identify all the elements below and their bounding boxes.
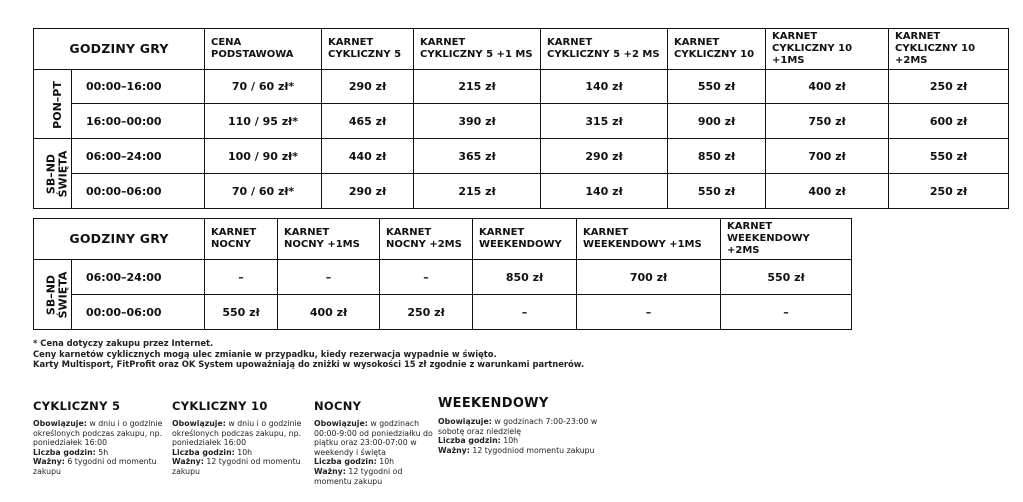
legend-cykliczny-5	[33, 399, 173, 477]
header-cykliczny-10-1ms: KARNET CYKLICZNY 10 +1MS	[766, 29, 889, 70]
group-label-pon-pt: PON–PT	[34, 70, 72, 139]
legend-text: Obowiązuje: w godzinach 00:00-9:00 od poniedziałku do piątku oraz 23:00-07:00 w weekendy i święta Liczba godzin: 10h Ważny: 12 tygodni od momentu zakupu	[314, 419, 433, 486]
price-cell: 390 zł	[414, 104, 541, 139]
header-cykliczny-5-1ms: KARNET CYKLICZNY 5 +1 MS	[414, 29, 541, 70]
header-weekendowy-1ms: KARNET WEEKENDOWY +1MS	[577, 219, 721, 260]
table-row	[34, 260, 852, 295]
price-cell: –	[205, 260, 278, 295]
legend-cykliczny-10	[172, 399, 312, 477]
price-cell: 550 zł	[668, 174, 766, 209]
legend-title: CYKLICZNY 5	[33, 399, 121, 413]
legend-weekendowy	[438, 396, 598, 455]
legend-text: Obowiązuje: w dniu i o godzinie określonych podczas zakupu, np. poniedziałek 16:00 Liczba godzin: 5h Ważny: 6 tygodni od momentu zakupu	[33, 419, 163, 476]
table-row	[34, 104, 1009, 139]
legend-title: NOCNY	[314, 399, 362, 413]
price-cell: 850 zł	[668, 139, 766, 174]
price-cell: 550 zł	[668, 70, 766, 104]
header-weekendowy-2ms: KARNET WEEKENDOWY +2MS	[721, 219, 852, 260]
time-cell: 06:00–24:00	[72, 260, 205, 295]
time-cell: 00:00–16:00	[72, 70, 205, 104]
table-row	[34, 174, 1009, 209]
header-cena-podstawowa: CENA PODSTAWOWA	[205, 29, 322, 70]
price-cell: 700 zł	[577, 260, 721, 295]
legend-nocny	[314, 399, 434, 486]
price-cell: 750 zł	[766, 104, 889, 139]
price-cell: 110 / 95 zł*	[205, 104, 322, 139]
legend-title: WEEKENDOWY	[438, 396, 549, 411]
price-cell: 465 zł	[322, 104, 414, 139]
price-cell: 70 / 60 zł*	[205, 174, 322, 209]
price-cell: 250 zł	[889, 174, 1009, 209]
price-cell: 440 zł	[322, 139, 414, 174]
time-cell: 16:00–00:00	[72, 104, 205, 139]
price-cell: 600 zł	[889, 104, 1009, 139]
price-cell: 550 zł	[205, 295, 278, 330]
price-cell: 70 / 60 zł*	[205, 70, 322, 104]
time-cell: 00:00–06:00	[72, 174, 205, 209]
price-cell: 700 zł	[766, 139, 889, 174]
footnote-cykliczne: Ceny karnetów cyklicznych mogą ulec zmianie w przypadku, kiedy rezerwacja wypadnie w święto.	[33, 348, 497, 359]
price-table-nocny-weekendowy	[33, 218, 852, 330]
price-cell: 400 zł	[278, 295, 380, 330]
legend-text: Obowiązuje: w dniu i o godzinie określonych podczas zakupu, np. poniedziałek 16:00 Liczba godzin: 10h Ważny: 12 tygodni od momentu zakupu	[172, 419, 302, 476]
price-cell: 290 zł	[541, 139, 668, 174]
price-cell: 400 zł	[766, 70, 889, 104]
price-cell: 100 / 90 zł*	[205, 139, 322, 174]
price-cell: –	[380, 260, 473, 295]
header-nocny-1ms: KARNET NOCNY +1MS	[278, 219, 380, 260]
header-nocny-2ms: KARNET NOCNY +2MS	[380, 219, 473, 260]
header-cykliczny-5: KARNET CYKLICZNY 5	[322, 29, 414, 70]
price-cell: 215 zł	[414, 70, 541, 104]
price-cell: 400 zł	[766, 174, 889, 209]
time-cell: 06:00–24:00	[72, 139, 205, 174]
legend-text: Obowiązuje: w godzinach 7:00-23:00 w sobotę oraz niedzielę Liczba godzin: 10h Ważny: 12 tygodniod momentu zakupu	[438, 417, 598, 455]
group-label-sb-nd-swieta: SB–ND ŚWIĘTA	[34, 139, 72, 209]
price-cell: 250 zł	[380, 295, 473, 330]
price-cell: –	[577, 295, 721, 330]
group-label-sb-nd-swieta: SB–ND ŚWIĘTA	[34, 260, 72, 330]
header-weekendowy: KARNET WEEKENDOWY	[473, 219, 577, 260]
price-cell: 140 zł	[541, 174, 668, 209]
header-cykliczny-5-2ms: KARNET CYKLICZNY 5 +2 MS	[541, 29, 668, 70]
price-cell: –	[278, 260, 380, 295]
price-cell: 250 zł	[889, 70, 1009, 104]
header-cykliczny-10-2ms: KARNET CYKLICZNY 10 +2MS	[889, 29, 1009, 70]
price-cell: 140 zł	[541, 70, 668, 104]
price-cell: 550 zł	[721, 260, 852, 295]
price-cell: –	[721, 295, 852, 330]
price-cell: 315 zł	[541, 104, 668, 139]
price-cell: 550 zł	[889, 139, 1009, 174]
footnote-karty: Karty Multisport, FitProfit oraz OK System upoważniają do zniżki w wysokości 15 zł zgodnie z warunkami partnerów.	[33, 359, 585, 370]
footnotes	[33, 338, 733, 370]
price-table-cykliczny	[33, 28, 1009, 209]
price-cell: 900 zł	[668, 104, 766, 139]
header-nocny: KARNET NOCNY	[205, 219, 278, 260]
table-row	[34, 295, 852, 330]
header-cykliczny-10: KARNET CYKLICZNY 10	[668, 29, 766, 70]
header-godziny-gry: GODZINY GRY	[34, 219, 205, 260]
header-godziny-gry: GODZINY GRY	[34, 29, 205, 70]
table-header-row	[34, 29, 1009, 70]
table-row	[34, 70, 1009, 104]
table-row	[34, 139, 1009, 174]
legend-title: CYKLICZNY 10	[172, 399, 268, 413]
time-cell: 00:00–06:00	[72, 295, 205, 330]
price-cell: –	[473, 295, 577, 330]
footnote-internet: * Cena dotyczy zakupu przez Internet.	[33, 338, 214, 348]
price-cell: 290 zł	[322, 70, 414, 104]
table-header-row	[34, 219, 852, 260]
price-cell: 850 zł	[473, 260, 577, 295]
price-cell: 365 zł	[414, 139, 541, 174]
price-cell: 215 zł	[414, 174, 541, 209]
price-cell: 290 zł	[322, 174, 414, 209]
